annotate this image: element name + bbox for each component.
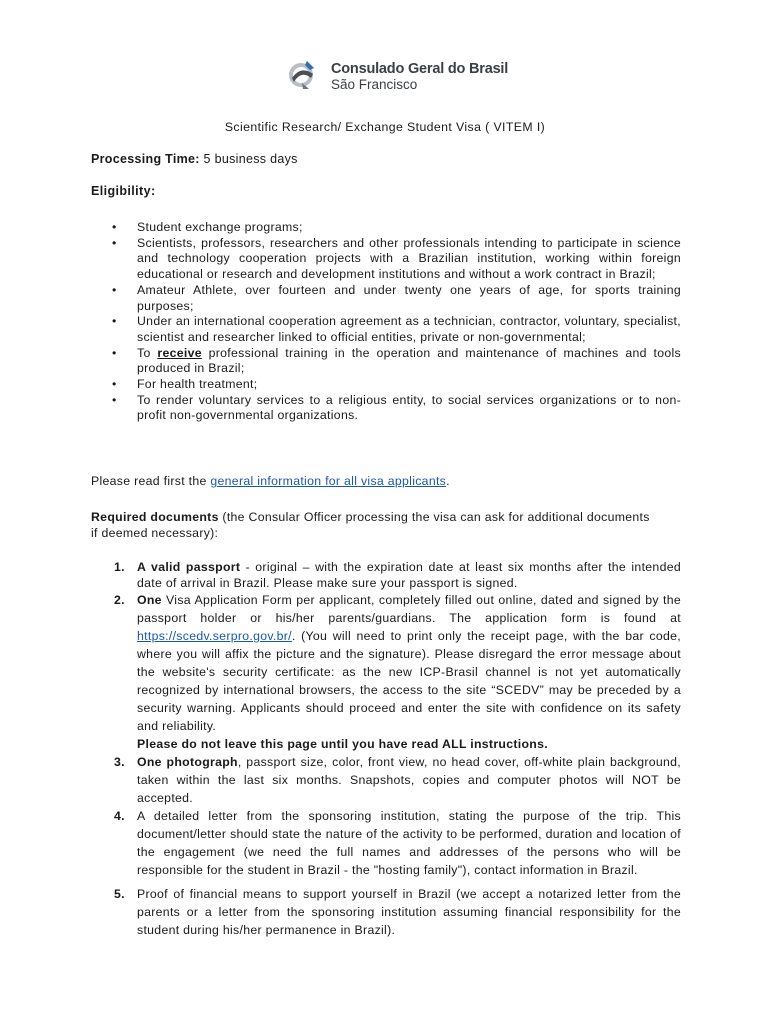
processing-label: Processing Time: (91, 152, 200, 166)
document-text: Visa Application Form per applicant, completely filled out online, dated and signed by the passport holder or his/her parents/guardians. The application form is found at (137, 593, 681, 625)
eligibility-item: • Under an international cooperation agreement as a technician, contractor, voluntary, specialist, scientist and researcher linked to official entities, private or non-governmental; (91, 314, 681, 345)
document-number: 2. (114, 593, 125, 607)
logo-title: Consulado Geral do Brasil (331, 61, 509, 77)
document-title: Scientific Research/ Exchange Student Visa ( VITEM I) (224, 120, 546, 134)
receive-rest: professional training in the operation and maintenance of machines and tools produced in Brazil; (137, 345, 681, 376)
document-item-photograph (91, 753, 681, 807)
general-information-link[interactable]: general information for all visa applicants (210, 474, 447, 488)
document-text: A detailed letter from the sponsoring institution, stating the purpose of the trip. This document/letter should state the nature of the activity to be performed, duration and location of the engagement (we need the full names and addresses of the persons who will be responsible for the student in Brazil - the "hosting family"), contact information in Brazil. (137, 809, 681, 877)
scedv-link[interactable]: https://scedv.serpro.gov.br/ (137, 629, 292, 643)
eligibility-item: • To render voluntary services to a religious entity, to social services organizations or to non-profit non-governmental organizations. (91, 393, 681, 424)
required-documents-text: (the Consular Officer processing the visa can ask for additional documents if deemed necessary): (91, 510, 650, 540)
document-number: 1. (114, 560, 125, 574)
read-first-suffix: . (446, 474, 450, 488)
eligibility-list (91, 220, 681, 424)
consulate-logo-icon (287, 56, 327, 92)
eligibility-item-receive (91, 346, 681, 377)
document-bold: One (137, 593, 162, 607)
receive-word: receive (157, 345, 202, 360)
eligibility-item: • For health treatment; (91, 377, 681, 393)
processing-time (91, 152, 298, 166)
document-item-passport (91, 559, 681, 591)
document-number: 4. (114, 809, 125, 823)
document-item-financial (91, 885, 681, 939)
document-text-continued: . (You will need to print only the receipt page, with the bar code, where you will affix the picture and the signature). Please disregard the error message about the website's security certificate: as the new ICP-Brasil channel is not yet automatically recognized by international browsers, the access to the site “SCEDV” may be preceded by a security warning. Applicants should proceed and enter the site with confidence on its safety and reliability. (137, 629, 681, 733)
eligibility-heading: Eligibility: (91, 184, 156, 198)
document-text: - original – with the expiration date at least six months after the intended date of arrival in Brazil. Please make sure your passport is signed. (137, 560, 681, 590)
receive-prefix: To (137, 345, 158, 360)
required-documents-label: Required documents (91, 510, 219, 524)
read-first-note (91, 474, 450, 488)
document-text: Proof of financial means to support yourself in Brazil (we accept a notarized letter from the parents or a letter from the sponsoring institution assuming financial responsibility for the student during his/her permanence in Brazil). (137, 887, 681, 937)
document-warning: Please do not leave this page until you have read ALL instructions. (137, 737, 548, 751)
document-number: 5. (114, 887, 125, 901)
logo-subtitle: São Francisco (331, 77, 418, 92)
document-item-application-form (91, 591, 681, 753)
consulate-header (287, 55, 507, 95)
read-first-prefix: Please read first the (91, 474, 211, 488)
eligibility-item: • Amateur Athlete, over fourteen and under twenty one years of age, for sports training purposes; (91, 283, 681, 314)
eligibility-item: • Scientists, professors, researchers and other professionals intending to participate in science and technology cooperation projects with a Brazilian institution, working within foreign educational or research and development institutions and without a work contract in Brazil; (91, 236, 681, 283)
document-number: 3. (114, 755, 125, 769)
processing-value: 5 business days (199, 152, 298, 166)
document-bold: One photograph (137, 755, 238, 769)
document-item-letter (91, 807, 681, 879)
required-documents-intro (91, 509, 651, 541)
eligibility-item: • Student exchange programs; (91, 220, 681, 236)
document-text: , passport size, color, front view, no head cover, off-white plain background, taken within the last six months. Snapshots, copies and computer photos will NOT be accepted. (137, 755, 681, 805)
required-documents-list (91, 559, 681, 939)
document-bold: A valid passport (137, 560, 241, 574)
